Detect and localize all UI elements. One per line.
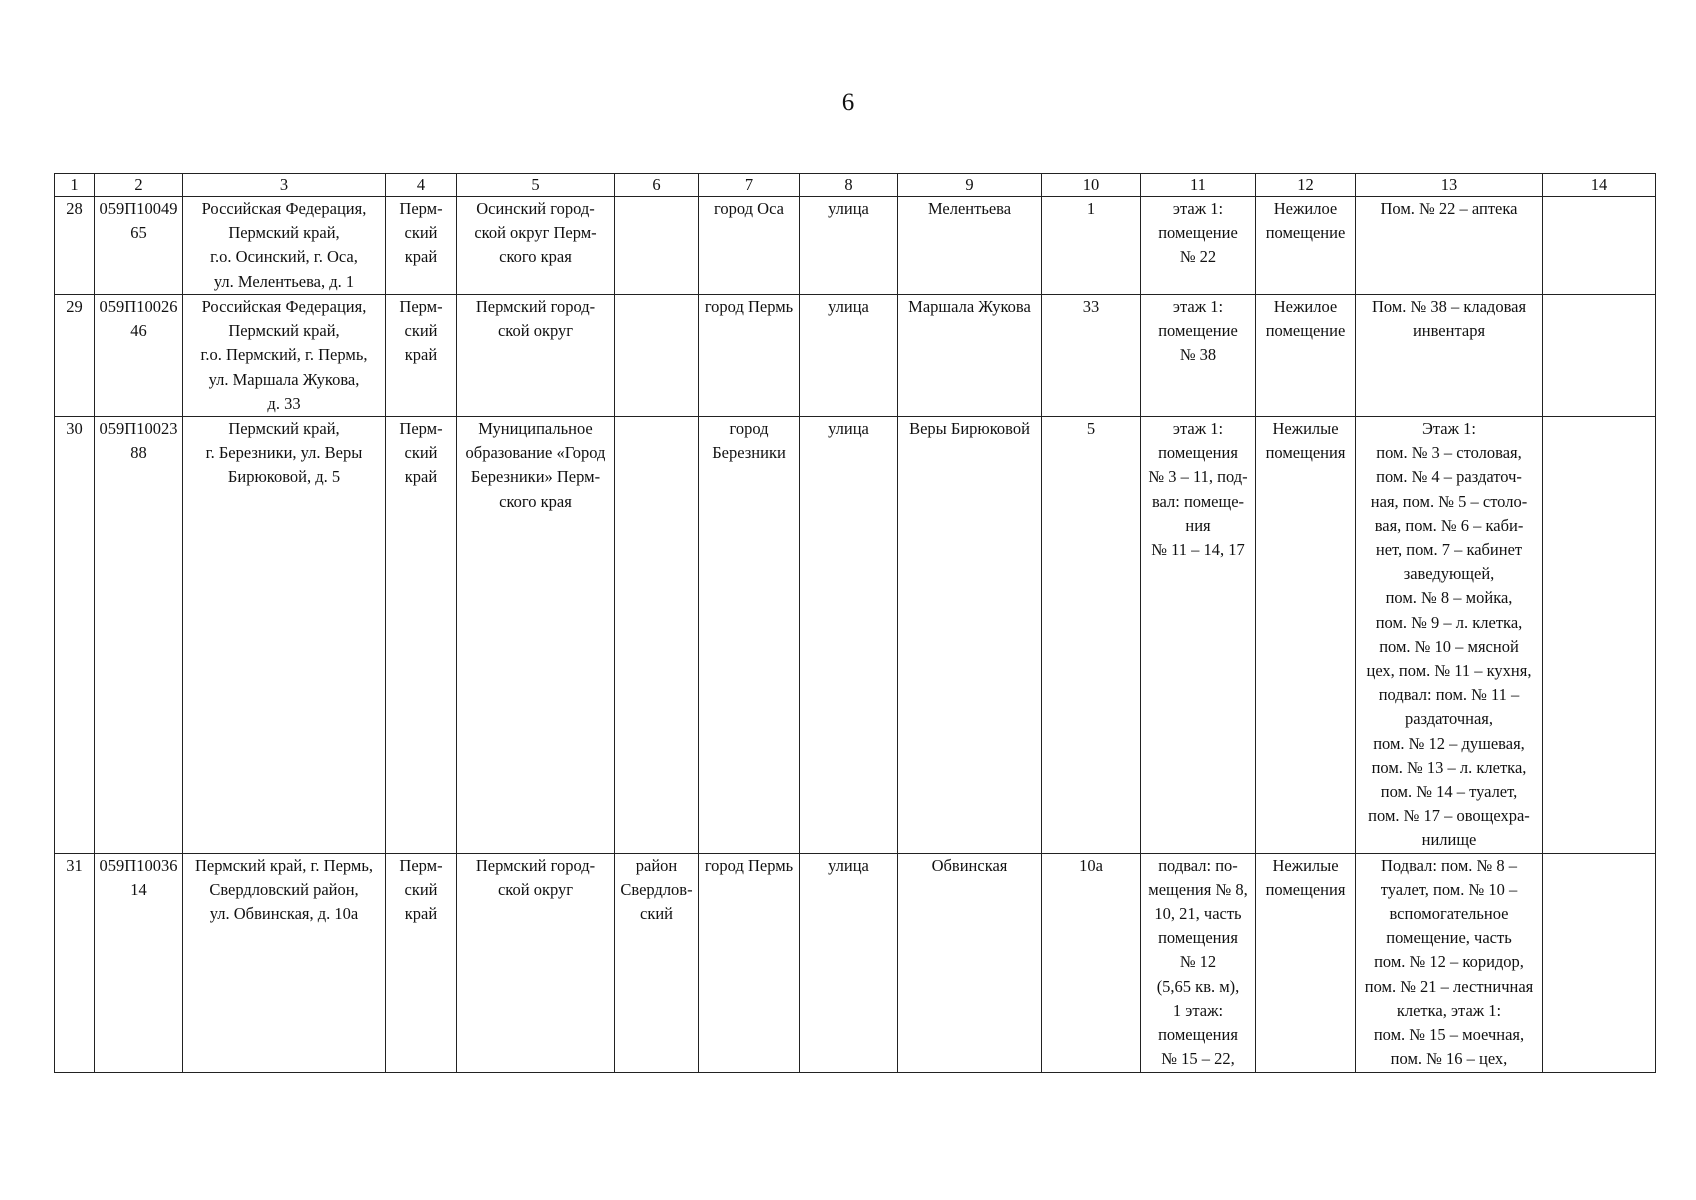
street-type-cell: улица	[800, 197, 898, 295]
column-number: 14	[1543, 174, 1656, 197]
settlement-cell: город Пермь	[699, 853, 800, 1072]
code-cell: 059П10049 65	[95, 197, 183, 295]
column-number-row	[55, 174, 1656, 197]
municipality-cell: Осинский город- ской округ Перм- ского края	[457, 197, 615, 295]
street-type-cell: улица	[800, 853, 898, 1072]
settlement-cell: город Оса	[699, 197, 800, 295]
code-cell: 059П10026 46	[95, 295, 183, 417]
column-number: 6	[615, 174, 699, 197]
column-number: 11	[1141, 174, 1256, 197]
house-cell: 10а	[1042, 853, 1141, 1072]
house-cell: 5	[1042, 417, 1141, 854]
code-cell: 059П10036 14	[95, 853, 183, 1072]
page-number: 6	[841, 89, 855, 116]
premises-purpose-cell: Этаж 1: пом. № 3 – столовая, пом. № 4 – раздаточ- ная, пом. № 5 – столо- вая, пом. № 6 – каби- нет, пом. 7 – кабинет заведующей, пом. № 8 – мойка, пом. № 9 – л. клетка, пом. № 10 – мясной цех, пом. № 11 – кухня, подвал: пом. № 11 – раздаточная, пом. № 12 – душевая, пом. № 13 – л. клетка, пом. № 14 – туалет, пом. № 17 – овощехра- нилище	[1356, 417, 1543, 854]
premises-purpose-cell: Пом. № 38 – кладовая инвентаря	[1356, 295, 1543, 417]
street-cell: Обвинская	[898, 853, 1042, 1072]
row-number-cell: 30	[55, 417, 95, 854]
address-cell: Пермский край, г. Пермь, Свердловский район, ул. Обвинская, д. 10а	[183, 853, 386, 1072]
district-cell	[615, 417, 699, 854]
column-number: 3	[183, 174, 386, 197]
district-cell	[615, 197, 699, 295]
settlement-cell: город Пермь	[699, 295, 800, 417]
note-cell	[1543, 295, 1656, 417]
premises-location-cell: этаж 1: помещения № 3 – 11, под- вал: помеще- ния № 11 – 14, 17	[1141, 417, 1256, 854]
street-type-cell: улица	[800, 417, 898, 854]
note-cell	[1543, 417, 1656, 854]
column-number: 7	[699, 174, 800, 197]
premises-type-cell: Нежилое помещение	[1256, 295, 1356, 417]
column-number: 10	[1042, 174, 1141, 197]
premises-type-cell: Нежилые помещения	[1256, 417, 1356, 854]
house-cell: 1	[1042, 197, 1141, 295]
column-number: 8	[800, 174, 898, 197]
column-number: 2	[95, 174, 183, 197]
municipality-cell: Пермский город- ской округ	[457, 853, 615, 1072]
house-cell: 33	[1042, 295, 1141, 417]
table-row	[55, 197, 1656, 295]
street-type-cell: улица	[800, 295, 898, 417]
address-cell: Пермский край, г. Березники, ул. Веры Бирюковой, д. 5	[183, 417, 386, 854]
municipality-cell: Пермский город- ской округ	[457, 295, 615, 417]
note-cell	[1543, 853, 1656, 1072]
note-cell	[1543, 197, 1656, 295]
premises-location-cell: этаж 1: помещение № 38	[1141, 295, 1256, 417]
table-row	[55, 417, 1656, 854]
table-row	[55, 295, 1656, 417]
district-cell: район Свердлов- ский	[615, 853, 699, 1072]
settlement-cell: город Березники	[699, 417, 800, 854]
municipality-cell: Муниципальное образование «Город Березники» Перм- ского края	[457, 417, 615, 854]
premises-purpose-cell: Пом. № 22 – аптека	[1356, 197, 1543, 295]
address-cell: Российская Федерация, Пермский край, г.о. Пермский, г. Пермь, ул. Маршала Жукова, д. 33	[183, 295, 386, 417]
street-cell: Маршала Жукова	[898, 295, 1042, 417]
column-number: 13	[1356, 174, 1543, 197]
region-cell: Перм- ский край	[386, 295, 457, 417]
street-cell: Веры Бирюковой	[898, 417, 1042, 854]
table-row	[55, 853, 1656, 1072]
premises-type-cell: Нежилое помещение	[1256, 197, 1356, 295]
address-cell: Российская Федерация, Пермский край, г.о. Осинский, г. Оса, ул. Мелентьева, д. 1	[183, 197, 386, 295]
region-cell: Перм- ский край	[386, 197, 457, 295]
row-number-cell: 28	[55, 197, 95, 295]
street-cell: Мелентьева	[898, 197, 1042, 295]
column-number: 1	[55, 174, 95, 197]
district-cell	[615, 295, 699, 417]
column-number: 5	[457, 174, 615, 197]
column-number: 12	[1256, 174, 1356, 197]
premises-purpose-cell: Подвал: пом. № 8 – туалет, пом. № 10 – вспомогательное помещение, часть пом. № 12 – коридор, пом. № 21 – лестничная клетка, этаж 1: пом. № 15 – моечная, пом. № 16 – цех,	[1356, 853, 1543, 1072]
premises-type-cell: Нежилые помещения	[1256, 853, 1356, 1072]
region-cell: Перм- ский край	[386, 853, 457, 1072]
column-number: 4	[386, 174, 457, 197]
premises-location-cell: подвал: по- мещения № 8, 10, 21, часть помещения № 12 (5,65 кв. м), 1 этаж: помещения № 15 – 22,	[1141, 853, 1256, 1072]
row-number-cell: 29	[55, 295, 95, 417]
premises-location-cell: этаж 1: помещение № 22	[1141, 197, 1256, 295]
registry-table	[54, 173, 1656, 1073]
region-cell: Перм- ский край	[386, 417, 457, 854]
column-number: 9	[898, 174, 1042, 197]
code-cell: 059П10023 88	[95, 417, 183, 854]
row-number-cell: 31	[55, 853, 95, 1072]
